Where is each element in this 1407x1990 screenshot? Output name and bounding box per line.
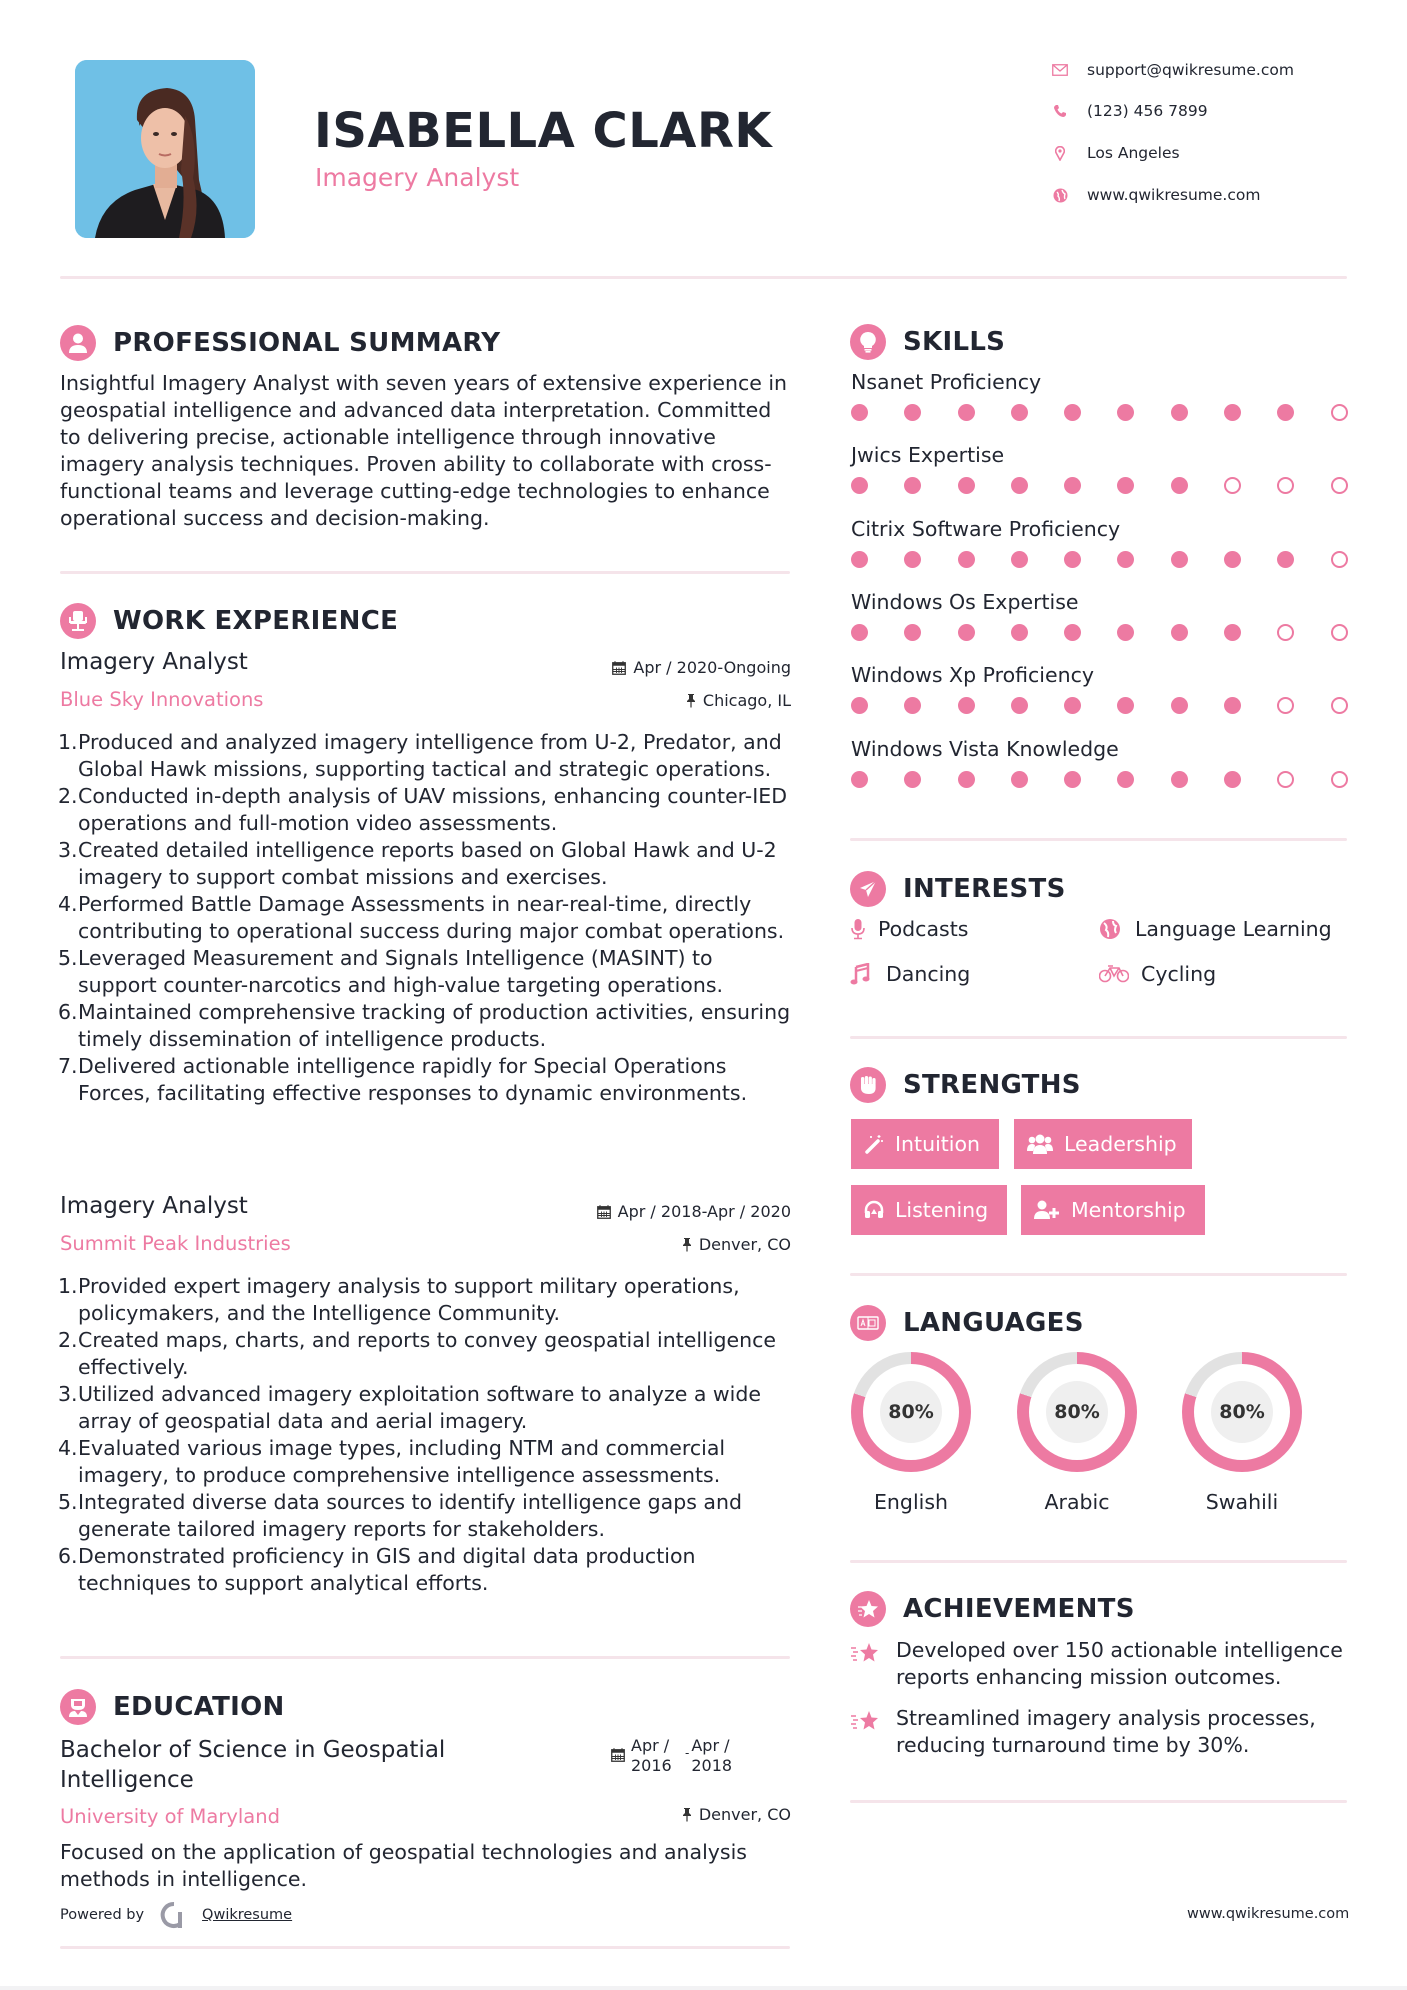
microphone-icon (850, 918, 866, 940)
summary-divider (60, 571, 790, 574)
job-2-title: Imagery Analyst (60, 1193, 248, 1219)
rating-dot-filled (958, 624, 975, 641)
qwikresume-logo-icon (160, 1901, 188, 1929)
rating-dot-empty (1331, 551, 1348, 568)
rating-dot-filled (904, 697, 921, 714)
education-school: University of Maryland (60, 1805, 280, 1828)
list-item: 6. Maintained comprehensive tracking of production activities, ensuring timely dissemination of intelligence products. (58, 1000, 791, 1051)
list-item: 1. Provided expert imagery analysis to support military operations, policymakers, and the Intelligence Community. (58, 1274, 740, 1325)
job-1-location: Chicago, IL (540, 691, 791, 710)
rating-dot-filled (904, 771, 921, 788)
language-percent: 80% (880, 1381, 942, 1443)
candidate-title: Imagery Analyst (315, 163, 520, 192)
skill-row (851, 443, 1384, 495)
rating-dot-filled (1277, 551, 1294, 568)
job-2-dates: Apr / 2018-Apr / 2020 (520, 1202, 791, 1221)
language-name: English (873, 1490, 949, 1514)
skill-row (851, 517, 1384, 569)
skill-rating (851, 624, 1384, 642)
rating-dot-filled (851, 771, 868, 788)
rating-dot-filled (1011, 551, 1028, 568)
rating-dot-filled (1011, 697, 1028, 714)
rating-dot-filled (851, 697, 868, 714)
rating-dot-filled (1064, 624, 1081, 641)
rating-dot-filled (851, 477, 868, 494)
translate-icon (850, 1305, 886, 1341)
rating-dot-filled (958, 771, 975, 788)
rating-dot-filled (1171, 551, 1188, 568)
pushpin-icon (682, 1237, 692, 1252)
calendar-icon (597, 1204, 611, 1219)
pushpin-icon (686, 693, 696, 708)
contact-phone-text: (123) 456 7899 (1087, 102, 1208, 120)
rating-dot-filled (1171, 697, 1188, 714)
rating-dot-filled (1064, 551, 1081, 568)
strength-listening: Listening (851, 1185, 1007, 1235)
skill-row (851, 737, 1384, 789)
rating-dot-filled (1064, 477, 1081, 494)
users-icon (1027, 1133, 1053, 1155)
user-plus-icon (1034, 1200, 1060, 1220)
contact-website-text: www.qwikresume.com (1087, 186, 1261, 204)
date-separator: - (685, 1746, 690, 1760)
skill-row (851, 663, 1384, 715)
rating-dot-filled (958, 404, 975, 421)
rating-dot-filled (904, 477, 921, 494)
rating-dot-filled (1224, 624, 1241, 641)
job-1-company: Blue Sky Innovations (60, 688, 264, 711)
rating-dot-filled (851, 551, 868, 568)
skill-name: Jwics Expertise (851, 443, 1005, 468)
calendar-icon (612, 660, 626, 675)
languages-divider (850, 1560, 1347, 1563)
interest-cycling: Cycling (1099, 962, 1216, 986)
rating-dot-filled (1171, 771, 1188, 788)
globe-icon (1052, 187, 1068, 203)
rating-dot-filled (904, 551, 921, 568)
rating-dot-filled (958, 551, 975, 568)
skill-rating (851, 697, 1384, 715)
language-progress-ring (1017, 1352, 1137, 1472)
language-item (1172, 1352, 1312, 1514)
skills-heading: SKILLS (850, 322, 1005, 362)
strength-leadership: Leadership (1014, 1119, 1192, 1169)
skill-rating (851, 771, 1384, 789)
rating-dot-filled (1117, 624, 1134, 641)
education-heading: EDUCATION (60, 1687, 285, 1727)
page-bottom-edge (0, 1986, 1407, 1990)
rating-dot-filled (904, 624, 921, 641)
rating-dot-empty (1277, 771, 1294, 788)
list-item: 5. Integrated diverse data sources to identify intelligence gaps and generate tailored imagery reports for stakeholders. (58, 1490, 742, 1541)
list-item: 4. Evaluated various image types, including NTM and commercial imagery, to produce comprehensive intelligence assessments. (58, 1436, 726, 1487)
education-end: Apr / 2018 (691, 1736, 733, 1775)
strengths-divider (850, 1273, 1347, 1276)
interest-language-learning: Language Learning (1099, 917, 1332, 941)
pushpin-icon (682, 1807, 692, 1822)
education-description: Focused on the application of geospatial technologies and analysis methods in intelligence. (60, 1840, 747, 1891)
summary-text: Insightful Imagery Analyst with seven years of extensive experience in geospatial intelligence and advanced data interpretation. Committed to delivering precise, actionable intelligence through innovative imagery analysis techniques. Proven ability to collaborate with cross-functional teams and leverage cutting-edge technologies to enhance operational success and decision-making. (60, 371, 788, 530)
job-2-bullets (60, 1273, 795, 1597)
magic-wand-icon (864, 1134, 884, 1154)
list-item: 2. Created maps, charts, and reports to convey geospatial intelligence effectively. (58, 1328, 776, 1379)
powered-by: Powered by Qwikresume (60, 1901, 292, 1929)
rating-dot-empty (1331, 404, 1348, 421)
rating-dot-empty (1331, 771, 1348, 788)
qwikresume-link[interactable]: Qwikresume (202, 1907, 293, 1923)
rating-dot-filled (1064, 697, 1081, 714)
rating-dot-empty (1331, 624, 1348, 641)
bicycle-icon (1099, 965, 1129, 983)
strengths-heading: STRENGTHS (850, 1065, 1081, 1105)
skill-row (851, 590, 1384, 642)
skill-name: Citrix Software Proficiency (851, 516, 1121, 541)
interests-divider (850, 1036, 1347, 1039)
rating-dot-empty (1277, 624, 1294, 641)
skill-rating (851, 477, 1384, 495)
experience-heading: WORK EXPERIENCE (60, 601, 398, 641)
job-1-dates: Apr / 2020-Ongoing (540, 658, 791, 677)
rating-dot-filled (1171, 404, 1188, 421)
rating-dot-filled (1277, 404, 1294, 421)
envelope-icon (1052, 62, 1068, 78)
education-degree: Bachelor of Science in Geospatial Intelligence (60, 1737, 446, 1793)
globe-icon (1099, 918, 1121, 940)
list-item: 4. Performed Battle Damage Assessments in near-real-time, directly contributing to operational success during major combat operations. (58, 892, 785, 943)
candidate-name: ISABELLA CLARK (314, 103, 773, 159)
list-item: 2. Conducted in-depth analysis of UAV missions, enhancing counter-IED operations and full-motion video assessments. (58, 784, 787, 835)
education-start: Apr / 2016 (631, 1736, 672, 1775)
rating-dot-empty (1277, 697, 1294, 714)
language-name: Swahili (1205, 1490, 1279, 1514)
header-divider (60, 276, 1347, 279)
skill-name: Windows Vista Knowledge (851, 736, 1119, 761)
interest-dancing: Dancing (850, 962, 970, 986)
graduate-icon (60, 1689, 96, 1725)
shooting-star-icon (850, 1637, 880, 1691)
experience-divider (60, 1656, 790, 1659)
education-divider (60, 1946, 790, 1949)
contact-email[interactable] (1052, 57, 1352, 83)
music-note-icon (850, 963, 870, 985)
achievement-item-1: Developed over 150 actionable intelligence reports enhancing mission outcomes. (850, 1637, 1350, 1691)
office-chair-icon (60, 603, 96, 639)
language-progress-ring (1182, 1352, 1302, 1472)
education-dates (611, 1736, 739, 1776)
rating-dot-filled (904, 404, 921, 421)
star-award-icon (850, 1591, 886, 1627)
list-item: 3. Utilized advanced imagery exploitation software to analyze a wide array of geospatial data and aerial imagery. (58, 1382, 761, 1433)
rating-dot-empty (1331, 477, 1348, 494)
rating-dot-filled (1224, 771, 1241, 788)
list-item: 1. Produced and analyzed imagery intelligence from U-2, Predator, and Global Hawk missions, supporting tactical and strategic operations. (58, 730, 782, 781)
rating-dot-filled (1117, 477, 1134, 494)
strength-intuition: Intuition (851, 1119, 999, 1169)
language-item (841, 1352, 981, 1514)
map-pin-icon (1052, 145, 1068, 161)
language-percent: 80% (1211, 1381, 1273, 1443)
languages-list (840, 1352, 1360, 1522)
shooting-star-icon (850, 1705, 880, 1759)
achievements-heading: ACHIEVEMENTS (850, 1589, 1135, 1629)
paper-plane-icon (850, 871, 886, 907)
rating-dot-filled (1224, 404, 1241, 421)
rating-dot-filled (1011, 624, 1028, 641)
job-2-location: Denver, CO (540, 1235, 791, 1254)
job-1-bullets (60, 729, 795, 1107)
profile-photo (75, 60, 255, 238)
job-2-company: Summit Peak Industries (60, 1232, 291, 1255)
contact-location-text: Los Angeles (1087, 144, 1180, 162)
interest-podcasts: Podcasts (850, 917, 968, 941)
fist-icon (850, 1067, 886, 1103)
rating-dot-filled (1171, 477, 1188, 494)
skill-rating (851, 404, 1384, 422)
language-percent: 80% (1046, 1381, 1108, 1443)
rating-dot-empty (1277, 477, 1294, 494)
skill-name: Windows Xp Proficiency (851, 663, 1095, 688)
achievements-divider (850, 1800, 1347, 1803)
rating-dot-filled (1064, 771, 1081, 788)
list-item: 3. Created detailed intelligence reports based on Global Hawk and U-2 imagery to support combat missions and exercises. (58, 838, 777, 889)
language-item (1007, 1352, 1147, 1514)
footer-website-link[interactable]: www.qwikresume.com (1187, 1906, 1350, 1922)
contact-email-text: support@qwikresume.com (1087, 61, 1294, 79)
skill-row (851, 370, 1384, 422)
skill-name: Windows Os Expertise (851, 589, 1079, 614)
lightbulb-icon (850, 324, 886, 360)
phone-icon (1052, 103, 1068, 119)
rating-dot-filled (1011, 404, 1028, 421)
rating-dot-filled (1224, 551, 1241, 568)
rating-dot-filled (1224, 697, 1241, 714)
rating-dot-filled (1117, 697, 1134, 714)
job-1-title: Imagery Analyst (60, 649, 248, 675)
rating-dot-empty (1331, 697, 1348, 714)
headphones-icon (864, 1200, 884, 1220)
achievement-item-2: Streamlined imagery analysis processes, reducing turnaround time by 30%. (850, 1705, 1350, 1759)
rating-dot-filled (1117, 771, 1134, 788)
user-icon (60, 325, 96, 361)
list-item: 5. Leveraged Measurement and Signals Intelligence (MASINT) to support counter-narcotics and high-value targeting operations. (58, 946, 724, 997)
rating-dot-filled (851, 404, 868, 421)
languages-heading: LANGUAGES (850, 1303, 1084, 1343)
rating-dot-filled (1011, 771, 1028, 788)
strength-mentorship: Mentorship (1021, 1185, 1205, 1235)
education-location: Denver, CO (540, 1805, 791, 1824)
list-item: 6. Demonstrated proficiency in GIS and digital data production techniques to support analytical efforts. (58, 1544, 696, 1595)
rating-dot-filled (1117, 404, 1134, 421)
rating-dot-filled (958, 477, 975, 494)
rating-dot-filled (958, 697, 975, 714)
rating-dot-filled (851, 624, 868, 641)
list-item: 7. Delivered actionable intelligence rapidly for Special Operations Forces, facilitating effective responses to dynamic environments. (58, 1054, 748, 1105)
rating-dot-empty (1224, 477, 1241, 494)
language-name: Arabic (1044, 1490, 1110, 1514)
contact-phone[interactable] (1052, 98, 1352, 124)
contact-website[interactable] (1052, 182, 1352, 208)
skill-name: Nsanet Proficiency (851, 370, 1042, 394)
rating-dot-filled (1064, 404, 1081, 421)
rating-dot-filled (1011, 477, 1028, 494)
skill-rating (851, 551, 1384, 569)
interests-heading: INTERESTS (850, 869, 1066, 909)
rating-dot-filled (1117, 551, 1134, 568)
summary-heading: PROFESSIONAL SUMMARY (60, 323, 500, 363)
calendar-icon (611, 1747, 625, 1762)
language-progress-ring (851, 1352, 971, 1472)
contact-location (1052, 140, 1352, 166)
rating-dot-filled (1171, 624, 1188, 641)
skills-divider (850, 838, 1347, 841)
